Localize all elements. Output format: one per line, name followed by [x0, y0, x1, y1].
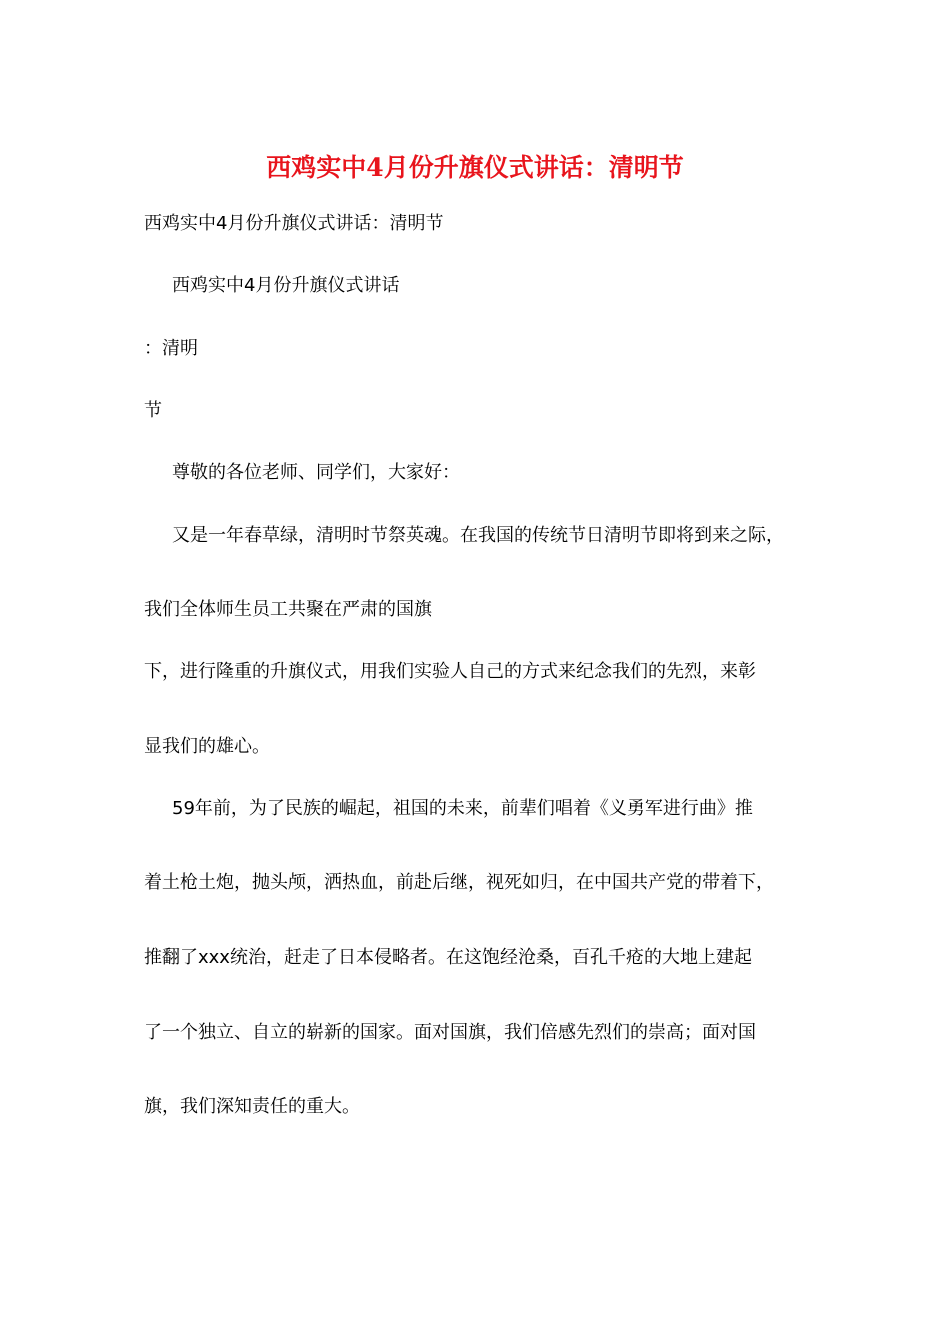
- body-text-line: 了一个独立、自立的崭新的国家。面对国旗，我们倍感先烈们的崇高；面对国: [144, 1022, 756, 1043]
- document-title: 西鸡实中4月份升旗仪式讲话：清明节: [266, 153, 684, 182]
- body-text-line: 显我们的雄心。: [144, 736, 270, 757]
- body-text-line: 着土枪土炮，抛头颅，洒热血，前赴后继，视死如归，在中国共产党的带着下，: [144, 872, 774, 893]
- body-text-line: 旗，我们深知责任的重大。: [144, 1096, 360, 1117]
- heading-line: 西鸡实中4月份升旗仪式讲话: [172, 275, 400, 296]
- body-text-line: 59年前，为了民族的崛起，祖国的未来，前辈们唱着《义勇军进行曲》推: [172, 798, 753, 819]
- heading-continuation: ：清明: [144, 338, 198, 359]
- body-text-line: 我们全体师生员工共聚在严肃的国旗: [144, 599, 432, 620]
- greeting-line: 尊敬的各位老师、同学们，大家好：: [172, 462, 460, 483]
- heading-continuation: 节: [144, 400, 162, 421]
- body-text-line: 推翻了xxx统治，赶走了日本侵略者。在这饱经沧桑，百孔千疮的大地上建起: [144, 947, 752, 968]
- body-text-line: 下，进行隆重的升旗仪式，用我们实验人自己的方式来纪念我们的先烈，来彰: [144, 661, 756, 682]
- body-text-line: 又是一年春草绿，清明时节祭英魂。在我国的传统节日清明节即将到来之际，: [172, 525, 784, 546]
- subtitle-line: 西鸡实中4月份升旗仪式讲话：清明节: [144, 213, 444, 234]
